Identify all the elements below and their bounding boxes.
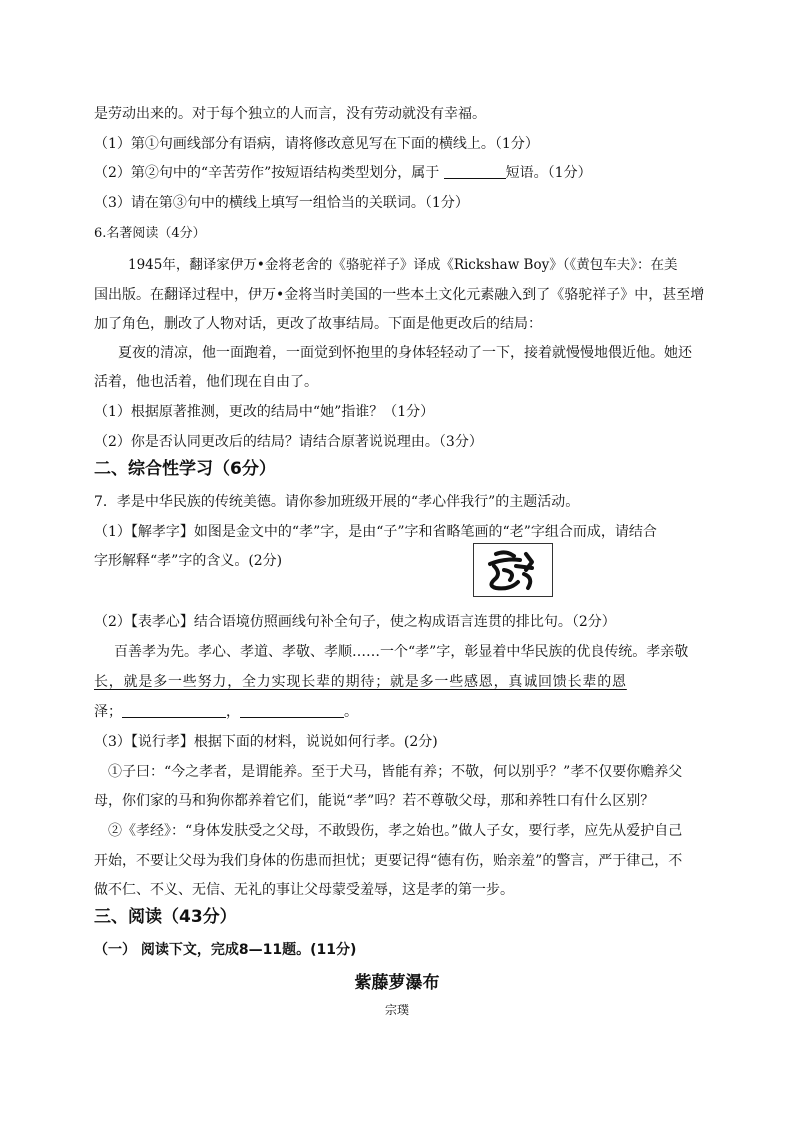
question-6-heading: 6.名著阅读（4分）	[94, 226, 206, 241]
bronze-script-xiao-image	[473, 543, 553, 597]
material-2-cont: 开始，不要让父母为我们身体的伤患而担忧；更要记得“德有伤，贻亲羞”的警言，严于律己，不	[94, 853, 683, 869]
answer-blank-1[interactable]	[122, 703, 226, 718]
question-6-1: （1）根据原著推测，更改的结局中“她”指谁？（1分）	[94, 404, 435, 420]
material-2: ②《孝经》：“身体发肤受之父母，不敢毁伤，孝之始也。”做人子女，要行孝，应先从爱护自己	[108, 823, 683, 839]
underlined-sentence	[94, 672, 627, 692]
question-5-1: （1）第①句画线部分有语病，请将修改意见写在下面的横线上。（1分）	[94, 136, 539, 152]
underlined-text: 长，就是多一些努力，全力实现长辈的期待；就是多一些感恩，真诚回馈长辈的恩	[94, 674, 627, 690]
question-7-1-cont: 字形解释“孝”字的含义。(2分)	[94, 553, 283, 569]
question-5-2-tail: 短语。（1分）	[505, 165, 592, 181]
answer-blank-2[interactable]	[240, 703, 344, 718]
question-7-3: （3）【说行孝】根据下面的材料，说说如何行孝。(2分)	[94, 734, 438, 750]
passage-line: 百善孝为先。孝心、孝道、孝敬、孝顺……一个“孝”字，彰显着中华民族的优良传统。孝亲敬	[114, 644, 689, 660]
question-7-2: （2）【表孝心】结合语境仿照画线句补全句子，使之构成语言连贯的排比句。（2分）	[94, 614, 616, 630]
fill-in-line	[94, 702, 358, 722]
fill-in-period: 。	[344, 704, 358, 720]
passage-line: 1945年，翻译家伊万•金将老舍的《骆驼祥子》译成《Rickshaw Boy》（《黄包车夫》：在美	[128, 257, 678, 273]
passage-line: 国出版。在翻译过程中，伊万•金将当时美国的一些本土文化元素融入到了《骆驼祥子》中，甚至增	[94, 287, 705, 303]
text-line: 是劳动出来的。对于每个独立的人而言，没有劳动就没有幸福。	[94, 106, 486, 122]
passage-line: 加了角色，删改了人物对话，更改了故事结局。下面是他更改后的结局：	[94, 316, 542, 332]
passage-line: 活着，他也活着，他们现在自由了。	[94, 374, 318, 390]
material-1: ①子曰：“今之孝者，是谓能养。至于犬马，皆能有养；不敬，何以别乎？”孝不仅要你赡养父	[108, 764, 683, 780]
question-7-1	[94, 522, 657, 542]
question-7: 7．孝是中华民族的传统美德。请你参加班级开展的“孝心伴我行”的主题活动。	[94, 494, 580, 510]
answer-blank[interactable]	[444, 164, 506, 179]
passage-author: 宗璞	[384, 1003, 409, 1017]
material-1-cont: 母，你们家的马和狗你都养着它们，能说“孝”吗？若不尊敬父母，那和养牲口有什么区别？	[94, 793, 655, 809]
passage-title: 紫藤萝瀑布	[354, 973, 440, 993]
passage-line: 夏夜的清凉，他一面跑着，一面觉到怀抱里的身体轻轻动了一下，接着就慢慢地偎近他。她还	[118, 345, 692, 361]
section-2-heading: 二、综合性学习（6分）	[94, 459, 276, 479]
material-2-cont: 做不仁、不义、无信、无礼的事让父母蒙受羞辱，这是孝的第一步。	[94, 882, 514, 898]
question-6-2: （2）你是否认同更改后的结局？请结合原著说说理由。（3分）	[94, 434, 483, 450]
question-5-3: （3）请在第③句中的横线上填写一组恰当的关联词。（1分）	[94, 195, 469, 211]
question-5-2	[94, 163, 592, 183]
fill-in-comma: ，	[226, 704, 240, 720]
question-7-1-text: （1）【解孝字】如图是金文中的“孝”字，是由“子”字和省略笔画的“老”字组合而成，请结合	[94, 524, 657, 540]
reading-1-instruction: （一） 阅读下文，完成8—11题。(11分)	[94, 942, 357, 958]
fill-in-prefix: 泽；	[94, 704, 122, 720]
question-5-2-text: （2）第②句中的“辛苦劳作”按短语结构类型划分，属于	[94, 165, 444, 181]
section-3-heading: 三、阅读（43分）	[94, 907, 237, 927]
